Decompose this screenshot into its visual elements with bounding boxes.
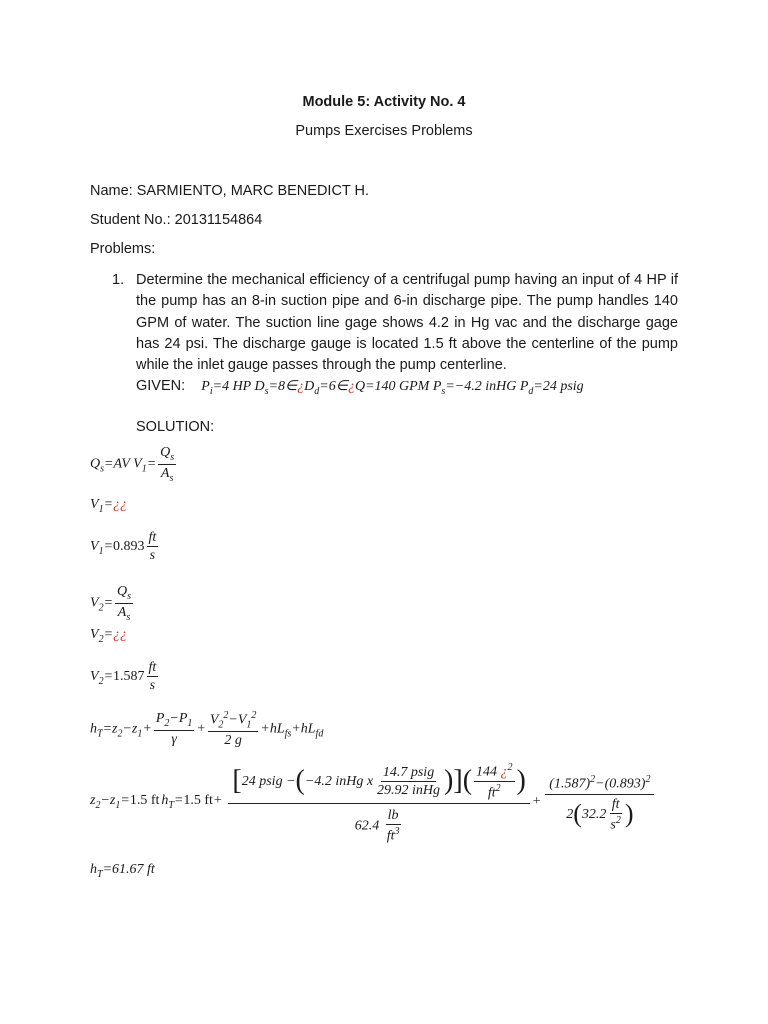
g-unit-ft: ft xyxy=(610,797,622,814)
given-broken-1: ¿ xyxy=(297,379,305,395)
v1-unit-ft: ft xyxy=(147,530,159,547)
v1-unit-s: s xyxy=(149,548,156,564)
v2-value: 1.587 xyxy=(113,669,145,685)
conv-den: 29.92 inHg xyxy=(377,783,441,799)
problems-label: Problems: xyxy=(90,241,156,257)
eq-flow-suction: $Q_s=AV$ $V_1=$ $\frac{Q_s}{A_s}$ xyxy=(90,445,175,484)
ht-result: 61.67 ft xyxy=(112,862,155,877)
eq-v1-broken: $V_1=¿¿$ xyxy=(90,497,128,515)
psig-term: 24 psig xyxy=(241,773,283,789)
given-pd: =24 psig xyxy=(533,379,584,395)
ft3-unit: ft xyxy=(386,829,395,845)
two-factor: 2 xyxy=(566,807,574,823)
solution-label: SOLUTION: xyxy=(136,418,215,435)
given-label: GIVEN: xyxy=(136,378,186,395)
v1-sq: (0.893 xyxy=(604,776,641,792)
given-line xyxy=(136,376,678,402)
v1-value: 0.893 xyxy=(113,539,145,555)
given-ds: =8∈ xyxy=(268,379,298,395)
lb-unit: lb xyxy=(386,808,401,825)
eq-total-head-result: $h_T=61.67$ ft xyxy=(90,862,155,880)
given-ps: =−4.2 inHG xyxy=(445,379,517,395)
eq-v1-value: $V_1=0.893$ $\frac{ft}{s}$ xyxy=(90,530,157,564)
student-number: Student No.: 20131154864 xyxy=(90,212,263,228)
sq-in: 144 xyxy=(476,764,498,780)
document-subtitle: Pumps Exercises Problems xyxy=(295,123,473,139)
given-values: $P_i=4$ HP $D_s=8\in¿D_d=6\in¿Q=140$ GPM $P_s=-4.2$ inHG $P_d=24$ psig xyxy=(201,379,584,398)
eq-v2-formula: $V_2=$ $\frac{Q_s}{A_s}$ xyxy=(90,584,132,623)
student-name: Name: SARMIENTO, MARC BENEDICT H. xyxy=(90,183,370,199)
problem-statement: Determine the mechanical efficiency of a centrifugal pump having an input of 4 HP if the pump has an 8-in suction pipe and 6-in discharge pipe. The pump handles 140 GPM of water. The suction line gage shows 4.2 in Hg vac and the discharge gage has 24 psi. The discharge gauge is located 1.5 ft above the centerline of the pump while the inlet gauge passes through the pump centerline. xyxy=(136,272,678,374)
eq-v2-broken: $V_2=¿¿$ xyxy=(90,627,128,645)
given-pi: =4 HP xyxy=(212,379,251,395)
problem-number: 1. xyxy=(112,272,125,288)
gamma-val: 62.4 xyxy=(354,818,380,834)
v2-sq: (1.587 xyxy=(549,776,586,792)
broken-glyph-sq: ¿ xyxy=(500,764,508,780)
inhg-term: 4.2 inHg x xyxy=(314,773,374,789)
velocity-head-fraction: $(1.587)^2-(0.893)^2$ 2 ( 32.2 $\frac{ft}{s^2}$ ) xyxy=(545,772,654,833)
v2-unit-ft: ft xyxy=(147,660,159,677)
z-diff: 1.5 ft xyxy=(129,793,160,809)
g-val: 32.2 xyxy=(581,807,607,823)
eq-total-head: $h_T=z_2-z_1+$ $\frac{P_2-P_1}{\gamma}$ + $\frac{V_2^2-V_1^2}{2 g}$ $+hL_{fs}+hL_{fd}$ xyxy=(90,710,324,749)
broken-glyph-v1: ¿¿ xyxy=(113,497,128,512)
g-unit-s: s xyxy=(610,817,616,833)
broken-glyph-v2: ¿¿ xyxy=(113,627,128,642)
document-title: Module 5: Activity No. 4 xyxy=(302,94,466,110)
eq-v2-value: $V_2=1.587$ $\frac{ft}{s}$ xyxy=(90,660,157,694)
ht-rhs: 1.5 ft xyxy=(183,793,213,809)
pressure-head-fraction: [ 24 psig − ( −4.2 inHg x $\frac{\text{14.7 psig}}{\text{29.92 inHg}}$ ) ] ( $\frac{144 ¿^2}{ft^2}$ ) 62.4 $\frac{lb}{ft^3}$ xyxy=(228,760,529,845)
v2-unit-s: s xyxy=(149,678,156,694)
problem-item xyxy=(112,270,678,438)
conv-num: 14.7 psig xyxy=(381,765,436,782)
given-broken-2: ¿ xyxy=(347,379,355,395)
eq-total-head-substituted: $z_2-z_1=1.5$ ft $h_T=1.5$ ft+ [ 24 psig − ( −4.2 inHg x $\frac{\text{14.7 psig}}{\text{29.92 inHg}}$ ) ] ( $\frac{144 ¿^2}{ft^2}$ ) 62.4 $\frac{lb}{ft^3}$ + $(1.587)^2-(0.893)^2$ 2 ( 32.2 $\frac{ft}{s^2}$ ) xyxy=(90,760,656,845)
given-q: Q=140 GPM xyxy=(354,379,430,395)
given-dd: =6∈ xyxy=(319,379,348,395)
ft2-unit: ft xyxy=(487,785,496,801)
